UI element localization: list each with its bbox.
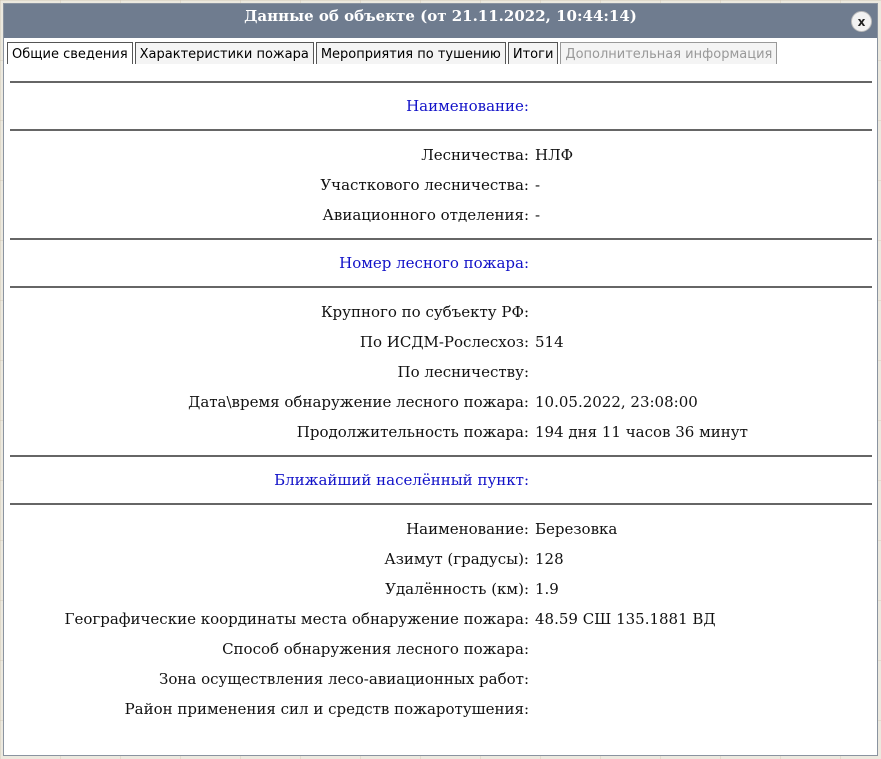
tab-extinguishing-measures[interactable]: Мероприятия по тушению xyxy=(316,42,506,64)
field-value: Березовка xyxy=(535,520,618,538)
field-row-aviation-department xyxy=(10,200,872,230)
tab-results[interactable]: Итоги xyxy=(508,42,559,64)
field-row-azimuth xyxy=(10,544,872,574)
field-row-aviation-zone xyxy=(10,664,872,694)
field-value: 48.59 СШ 135.1881 ВД xyxy=(535,610,716,628)
forestry-group xyxy=(10,131,872,238)
dialog-titlebar[interactable] xyxy=(4,4,877,38)
field-row-coordinates xyxy=(10,604,872,634)
field-row-large-fire xyxy=(10,297,872,327)
dialog-title: Данные об объекте (от 21.11.2022, 10:44:14) xyxy=(244,7,637,25)
field-label: Район применения сил и средств пожаротушения: xyxy=(124,700,529,718)
field-label: Азимут (градусы): xyxy=(384,550,529,568)
field-row-fire-duration xyxy=(10,417,872,447)
field-row-isdm xyxy=(10,327,872,357)
field-label: Зона осуществления лесо-авиационных работ: xyxy=(159,670,529,688)
field-row-settlement-name xyxy=(10,514,872,544)
field-label: Авиационного отделения: xyxy=(322,206,529,224)
field-value: - xyxy=(535,206,541,224)
field-row-firefighting-area xyxy=(10,694,872,724)
field-value: 128 xyxy=(535,550,564,568)
tab-fire-characteristics[interactable]: Характеристики пожара xyxy=(135,42,314,64)
field-label: Способ обнаружения лесного пожара: xyxy=(222,640,529,658)
section-header-nearest-settlement xyxy=(10,457,872,503)
field-row-distance xyxy=(10,574,872,604)
field-value: 1.9 xyxy=(535,580,559,598)
section-header-label: Наименование: xyxy=(406,97,529,115)
tab-bar xyxy=(4,38,877,64)
field-row-detection-method xyxy=(10,634,872,664)
section-header-fire-number xyxy=(10,240,872,286)
section-header-label: Ближайший населённый пункт: xyxy=(274,471,529,489)
field-value: 514 xyxy=(535,333,564,351)
section-header-label: Номер лесного пожара: xyxy=(339,254,529,272)
tab-content-general xyxy=(10,81,872,732)
field-row-detection-datetime xyxy=(10,387,872,417)
field-row-forestry xyxy=(10,140,872,170)
field-label: Дата\время обнаружение лесного пожара: xyxy=(188,393,529,411)
field-value: - xyxy=(535,176,541,194)
object-info-dialog xyxy=(3,3,878,756)
field-label: Продолжительность пожара: xyxy=(296,423,529,441)
field-label: Лесничества: xyxy=(421,146,529,164)
close-button[interactable]: x xyxy=(851,11,872,32)
settlement-group xyxy=(10,505,872,732)
field-row-by-forestry xyxy=(10,357,872,387)
fire-number-group xyxy=(10,288,872,455)
field-label: По лесничеству: xyxy=(397,363,529,381)
field-label: Удалённость (км): xyxy=(385,580,529,598)
field-value: 10.05.2022, 23:08:00 xyxy=(535,393,698,411)
field-label: Участкового лесничества: xyxy=(320,176,529,194)
field-label: Крупного по субъекту РФ: xyxy=(320,303,529,321)
field-label: Наименование: xyxy=(406,520,529,538)
field-value: 194 дня 11 часов 36 минут xyxy=(535,423,748,441)
section-header-name xyxy=(10,83,872,129)
tab-additional-info: Дополнительная информация xyxy=(560,42,777,64)
field-value: НЛФ xyxy=(535,146,574,164)
field-row-district-forestry xyxy=(10,170,872,200)
tab-general[interactable]: Общие сведения xyxy=(7,42,133,64)
field-label: По ИСДМ-Рослесхоз: xyxy=(359,333,529,351)
field-label: Географические координаты места обнаружение пожара: xyxy=(64,610,529,628)
